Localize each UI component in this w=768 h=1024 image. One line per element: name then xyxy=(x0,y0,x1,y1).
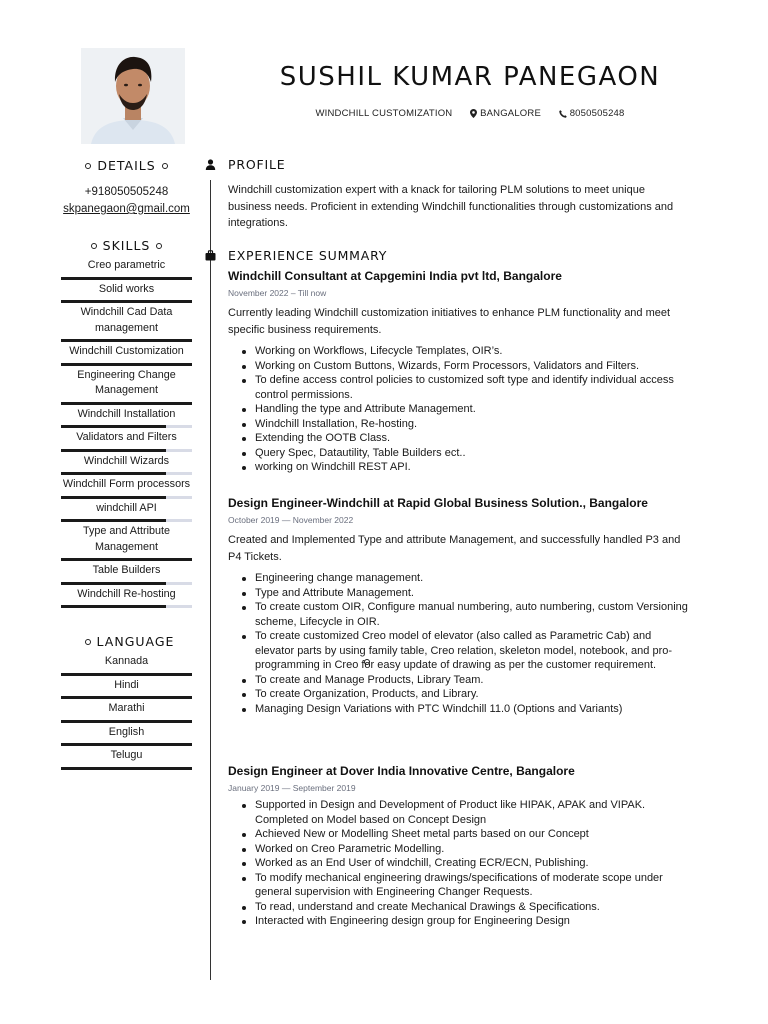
list-item-label: English xyxy=(108,725,145,738)
circle-icon xyxy=(156,243,162,249)
bullet-item: Managing Design Variations with PTC Windchill 11.0 (Options and Variants) xyxy=(242,702,690,717)
list-item-label: Windchill Cad Data management xyxy=(80,306,173,334)
person-icon xyxy=(205,159,216,170)
bullet-item: Working on Custom Buttons, Wizards, Form Processors, Validators and Filters. xyxy=(242,359,690,374)
job-title: Design Engineer-Windchill at Rapid Global Business Solution., Bangalore xyxy=(228,496,648,510)
language-heading-text: LANGUAGE xyxy=(96,634,175,649)
list-item xyxy=(61,303,192,342)
bullet-item: Engineering change management. xyxy=(242,571,690,586)
job-entry xyxy=(228,496,690,716)
list-item xyxy=(61,652,192,676)
list-item-label: Table Builders xyxy=(92,564,161,576)
circle-icon xyxy=(162,163,168,169)
list-item xyxy=(61,475,192,499)
list-item-label: Windchill Wizards xyxy=(83,454,170,467)
language-list xyxy=(61,652,192,770)
bullet-item: working on Windchill REST API. xyxy=(242,460,690,475)
list-item xyxy=(61,256,192,280)
header-subline xyxy=(260,108,680,119)
level-bar-fill xyxy=(61,767,192,770)
bullet-item: To modify mechanical engineering drawings/specifications of moderate scope under general supervision with Engineering Changer Requests. xyxy=(242,871,690,900)
list-item xyxy=(61,499,192,523)
list-item xyxy=(61,452,192,476)
list-item xyxy=(61,428,192,452)
header-phone-text: 8050505248 xyxy=(569,108,625,119)
job-bullets xyxy=(228,344,690,475)
bullet-item: Working on Workflows, Lifecycle Templates, OIR’s. xyxy=(242,344,690,359)
list-item xyxy=(61,342,192,366)
bullet-item: Extending the OOTB Class. xyxy=(242,431,690,446)
job-description: Created and Implemented Type and attribute Management, and successfully handled P3 and P4 Tickets. xyxy=(228,534,681,563)
bullet-item: Query Spec, Datautility, Table Builders ect.. xyxy=(242,446,690,461)
details-heading xyxy=(61,156,192,176)
bullet-item: Supported in Design and Development of Product like HIPAK, APAK and VIPAK. Completed on Model based on Concept Design xyxy=(242,798,690,827)
list-item-label: Telugu xyxy=(110,749,143,761)
details-heading-text: DETAILS xyxy=(97,158,156,173)
list-item xyxy=(61,280,192,304)
bullet-item: Windchill Installation, Re-hosting. xyxy=(242,417,690,432)
circle-icon xyxy=(85,163,91,169)
list-item-label: windchill API xyxy=(96,501,157,514)
header-location-text: BANGALORE xyxy=(480,108,541,119)
list-item-label: Hindi xyxy=(114,678,139,691)
job-title: Design Engineer at Dover India Innovative Centre, Bangalore xyxy=(228,764,575,778)
list-item xyxy=(61,366,192,405)
list-item-label: Type and Attribute Management xyxy=(82,525,171,553)
job-date: January 2019 — September 2019 xyxy=(228,782,356,793)
list-item xyxy=(61,585,192,609)
skills-heading-text: SKILLS xyxy=(102,238,151,253)
job-bullets xyxy=(228,798,690,929)
avatar xyxy=(81,48,185,144)
list-item-label: Creo parametric xyxy=(87,259,166,271)
list-item-label: Windchill Re-hosting xyxy=(77,587,176,600)
bullet-item: To create Organization, Products, and Library. xyxy=(242,687,690,702)
map-pin-icon xyxy=(470,109,477,118)
list-item-label: Engineering Change Management xyxy=(77,368,176,396)
header-location xyxy=(470,108,541,119)
bullet-item: To read, understand and create Mechanical Drawings & Specifications. xyxy=(242,900,690,915)
bullet-item: Interacted with Engineering design group for Engineering Design xyxy=(242,914,690,929)
bullet-item: Achieved New or Modelling Sheet metal parts based on our Concept xyxy=(242,827,690,842)
list-item-label: Solid works xyxy=(98,282,155,295)
job-bullets xyxy=(228,571,690,716)
language-heading xyxy=(61,632,192,652)
skills-list xyxy=(61,256,192,608)
job-description: Currently leading Windchill customization initiatives to enhance PLM functionality and meet specific business requirements. xyxy=(228,307,671,336)
details-email-link[interactable]: skpanegaon@gmail.com xyxy=(63,203,190,215)
bullet-item: To create custom OIR, Configure manual numbering, auto numbering, custom Versioning scheme, Lifecycle in OIR. xyxy=(242,600,690,629)
list-item xyxy=(61,676,192,700)
skills-heading xyxy=(61,236,192,256)
profile-photo xyxy=(81,48,185,144)
list-item xyxy=(61,561,192,585)
details-phone: +918050505248 xyxy=(84,186,169,198)
level-bar xyxy=(61,605,192,608)
bullet-item: Worked on Creo Parametric Modelling. xyxy=(242,842,690,857)
list-item xyxy=(61,522,192,561)
bullet-item: Worked as an End User of windchill, Creating ECR/ECN, Publishing. xyxy=(242,856,690,871)
list-item-label: Marathi xyxy=(108,702,145,714)
details-block xyxy=(61,184,192,218)
header-phone xyxy=(559,108,625,119)
experience-heading: EXPERIENCE SUMMARY xyxy=(228,248,388,263)
list-item xyxy=(61,746,192,770)
phone-icon xyxy=(559,110,567,118)
job-title: Windchill Consultant at Capgemini India pvt ltd, Bangalore xyxy=(228,269,562,283)
header-role: WINDCHILL CUSTOMIZATION xyxy=(315,108,453,120)
list-item-label: Validators and Filters xyxy=(76,431,177,443)
bullet-item: To define access control policies to customized soft type and identify individual access control permissions. xyxy=(242,373,690,402)
circle-icon xyxy=(85,639,91,645)
circle-icon xyxy=(91,243,97,249)
list-item-label: Kannada xyxy=(104,655,149,667)
job-entry xyxy=(228,764,690,929)
briefcase-icon xyxy=(205,250,216,261)
list-item xyxy=(61,723,192,747)
level-bar-fill xyxy=(61,605,166,608)
job-entry xyxy=(228,269,690,475)
candidate-name: SUSHIL KUMAR PANEGAON xyxy=(279,62,661,92)
bullet-item: To create and Manage Products, Library Team. xyxy=(242,673,690,688)
profile-heading: PROFILE xyxy=(228,157,286,172)
list-item-label: Windchill Installation xyxy=(77,407,176,420)
timeline-line xyxy=(210,180,211,980)
profile-text: Windchill customization expert with a knack for tailoring PLM solutions to meet unique business needs. Proficient in extending Windchill functionalities through customizations and integrations. xyxy=(228,184,674,229)
job-date: October 2019 — November 2022 xyxy=(228,514,354,525)
level-bar xyxy=(61,767,192,770)
sidebar xyxy=(61,156,192,770)
list-item xyxy=(61,405,192,429)
bullet-item: Type and Attribute Management. xyxy=(242,586,690,601)
list-item-label: Windchill Customization xyxy=(69,345,184,357)
list-item-label: Windchill Form processors xyxy=(62,478,191,490)
job-date: November 2022 – Till now xyxy=(228,287,327,298)
bullet-item: Handling the type and Attribute Management. xyxy=(242,402,690,417)
list-item xyxy=(61,699,192,723)
bullet-item: To create customized Creo model of elevator (also called as Parametric Cab) and elevator parts by using family table, Creo relation, skeleton model, notebook, and pro-programming in Creo for easy update of drawing as per the customer requirement. xyxy=(242,629,690,673)
